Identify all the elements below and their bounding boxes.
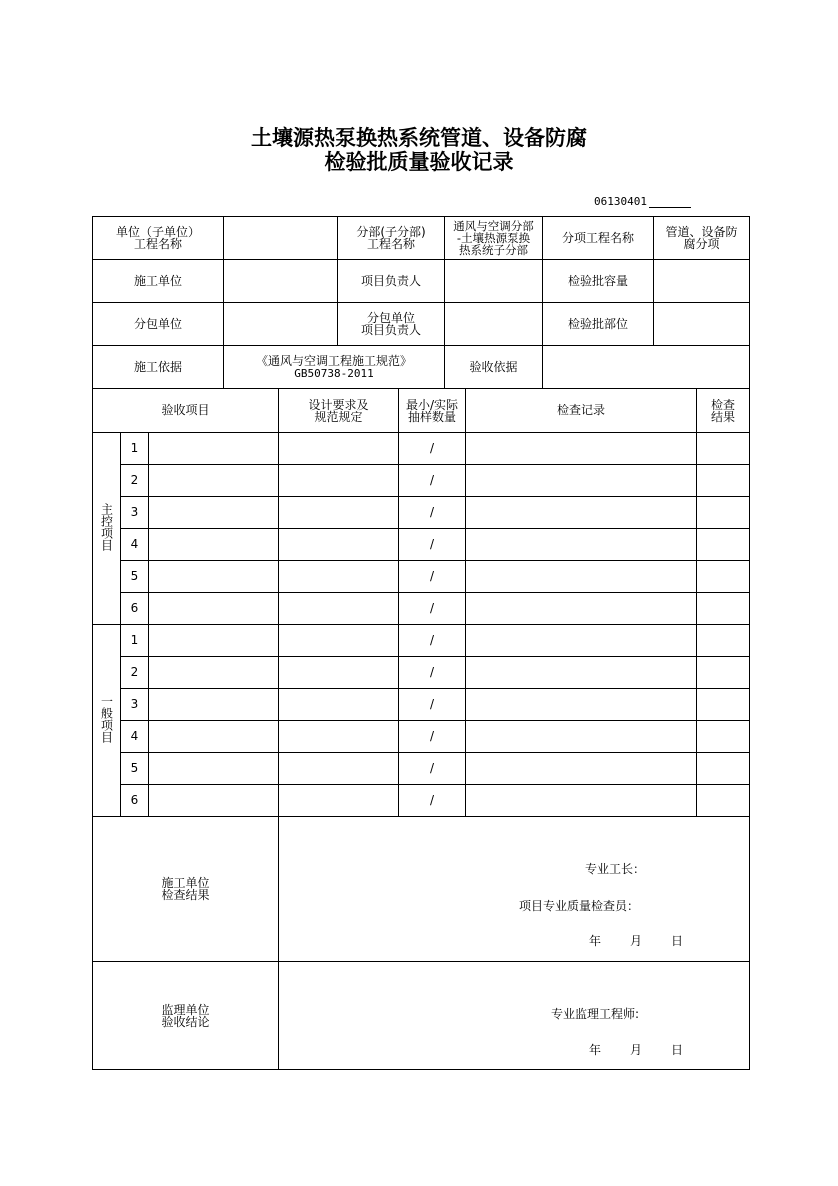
record-cell[interactable] (466, 657, 697, 689)
design-cell[interactable] (279, 593, 399, 625)
row-number: 4 (121, 721, 149, 753)
supervision-check-label: 监理单位 验收结论 (93, 962, 279, 1070)
result-cell[interactable] (697, 497, 750, 529)
acceptance-basis-label: 验收依据 (445, 346, 543, 389)
month-label: 月 (630, 1043, 643, 1057)
design-cell[interactable] (279, 785, 399, 817)
record-cell[interactable] (466, 721, 697, 753)
general-group (93, 625, 750, 817)
subcontract-unit-label: 分包单位 (93, 303, 224, 346)
col-design-req: 设计要求及 规范规定 (279, 389, 399, 433)
doc-code (594, 195, 691, 208)
title-line-2: 检验批质量验收记录 (324, 149, 514, 174)
batch-capacity-label: 检验批容量 (543, 260, 654, 303)
supervision-engineer-label: 专业监理工程师: (551, 1007, 640, 1021)
col-sample: 最小/实际 抽样数量 (399, 389, 466, 433)
row-number: 2 (121, 657, 149, 689)
result-cell[interactable] (697, 529, 750, 561)
day-label: 日 (671, 934, 684, 948)
item-cell[interactable] (149, 561, 279, 593)
construction-basis-label: 施工依据 (93, 346, 224, 389)
design-cell[interactable] (279, 625, 399, 657)
row-number: 5 (121, 753, 149, 785)
subcontract-manager-label: 分包单位 项目负责人 (338, 303, 445, 346)
design-cell[interactable] (279, 529, 399, 561)
subdivision-label: 分部(子分部) 工程名称 (338, 217, 445, 260)
sample-cell: / (399, 561, 466, 593)
construction-basis-value: 《通风与空调工程施工规范》 GB50738-2011 (224, 346, 445, 389)
record-cell[interactable] (466, 561, 697, 593)
result-cell[interactable] (697, 689, 750, 721)
record-cell[interactable] (466, 497, 697, 529)
design-cell[interactable] (279, 433, 399, 465)
record-cell[interactable] (466, 433, 697, 465)
year-label: 年 (589, 1043, 602, 1057)
construction-unit-value[interactable] (224, 260, 338, 303)
result-cell[interactable] (697, 657, 750, 689)
sample-cell: / (399, 529, 466, 561)
main-group (93, 433, 750, 625)
foreman-label: 专业工长： (585, 862, 646, 876)
result-cell[interactable] (697, 593, 750, 625)
batch-location-value[interactable] (654, 303, 750, 346)
year-label: 年 (589, 934, 602, 948)
record-cell[interactable] (466, 689, 697, 721)
item-cell[interactable] (149, 689, 279, 721)
design-cell[interactable] (279, 721, 399, 753)
day-label: 日 (671, 1043, 684, 1057)
col-result: 检查 结果 (697, 389, 750, 433)
row-number: 3 (121, 497, 149, 529)
design-cell[interactable] (279, 657, 399, 689)
record-cell[interactable] (466, 625, 697, 657)
sample-cell: / (399, 689, 466, 721)
item-cell[interactable] (149, 625, 279, 657)
result-cell[interactable] (697, 561, 750, 593)
sample-cell: / (399, 497, 466, 529)
subdivision-value: 通风与空调分部 -土壤热源泵换 热系统子分部 (445, 217, 543, 260)
main-group-label: 主控项目 (93, 433, 121, 625)
item-cell[interactable] (149, 657, 279, 689)
sample-cell: / (399, 785, 466, 817)
result-cell[interactable] (697, 433, 750, 465)
item-cell[interactable] (149, 529, 279, 561)
item-cell[interactable] (149, 465, 279, 497)
result-cell[interactable] (697, 753, 750, 785)
sample-cell: / (399, 753, 466, 785)
result-cell[interactable] (697, 465, 750, 497)
unit-name-label: 单位（子单位） 工程名称 (93, 217, 224, 260)
header-table (92, 216, 750, 389)
row-number: 6 (121, 593, 149, 625)
construction-check-area[interactable] (279, 817, 750, 962)
item-cell[interactable] (149, 497, 279, 529)
sample-cell: / (399, 465, 466, 497)
row-number: 6 (121, 785, 149, 817)
sample-cell: / (399, 593, 466, 625)
row-number: 1 (121, 625, 149, 657)
item-project-label: 分项工程名称 (543, 217, 654, 260)
items-table (92, 388, 750, 1070)
design-cell[interactable] (279, 465, 399, 497)
row-number: 2 (121, 465, 149, 497)
batch-capacity-value[interactable] (654, 260, 750, 303)
item-cell[interactable] (149, 433, 279, 465)
result-cell[interactable] (697, 625, 750, 657)
project-manager-label: 项目负责人 (338, 260, 445, 303)
record-cell[interactable] (466, 785, 697, 817)
general-group-label: 一般项目 (93, 625, 121, 817)
item-cell[interactable] (149, 721, 279, 753)
row-number: 3 (121, 689, 149, 721)
row-number: 5 (121, 561, 149, 593)
item-cell[interactable] (149, 785, 279, 817)
design-cell[interactable] (279, 753, 399, 785)
design-cell[interactable] (279, 497, 399, 529)
item-cell[interactable] (149, 593, 279, 625)
doc-code-blank[interactable] (649, 196, 691, 208)
project-manager-value[interactable] (445, 260, 543, 303)
sample-cell: / (399, 625, 466, 657)
item-cell[interactable] (149, 753, 279, 785)
title-line-1: 土壤源热泵换热系统管道、设备防腐 (251, 125, 587, 150)
record-cell[interactable] (466, 753, 697, 785)
row-number: 4 (121, 529, 149, 561)
doc-code-value: 06130401 (594, 195, 647, 208)
subcontract-manager-value[interactable] (445, 303, 543, 346)
record-cell[interactable] (466, 593, 697, 625)
construction-unit-label: 施工单位 (93, 260, 224, 303)
design-cell[interactable] (279, 561, 399, 593)
result-cell[interactable] (697, 785, 750, 817)
unit-name-value[interactable] (224, 217, 338, 260)
col-item: 验收项目 (93, 389, 279, 433)
record-cell[interactable] (466, 465, 697, 497)
record-cell[interactable] (466, 529, 697, 561)
sample-cell: / (399, 721, 466, 753)
design-cell[interactable] (279, 689, 399, 721)
construction-check-label: 施工单位 检查结果 (93, 817, 279, 962)
row-number: 1 (121, 433, 149, 465)
sample-cell: / (399, 657, 466, 689)
month-label: 月 (630, 934, 643, 948)
batch-location-label: 检验批部位 (543, 303, 654, 346)
supervision-check-area[interactable] (279, 962, 750, 1070)
subcontract-unit-value[interactable] (224, 303, 338, 346)
quality-inspector-label: 项目专业质量检查员： (519, 899, 640, 913)
sample-cell: / (399, 433, 466, 465)
acceptance-basis-value[interactable] (543, 346, 750, 389)
item-project-value: 管道、设备防 腐分项 (654, 217, 750, 260)
result-cell[interactable] (697, 721, 750, 753)
col-record: 检查记录 (466, 389, 697, 433)
